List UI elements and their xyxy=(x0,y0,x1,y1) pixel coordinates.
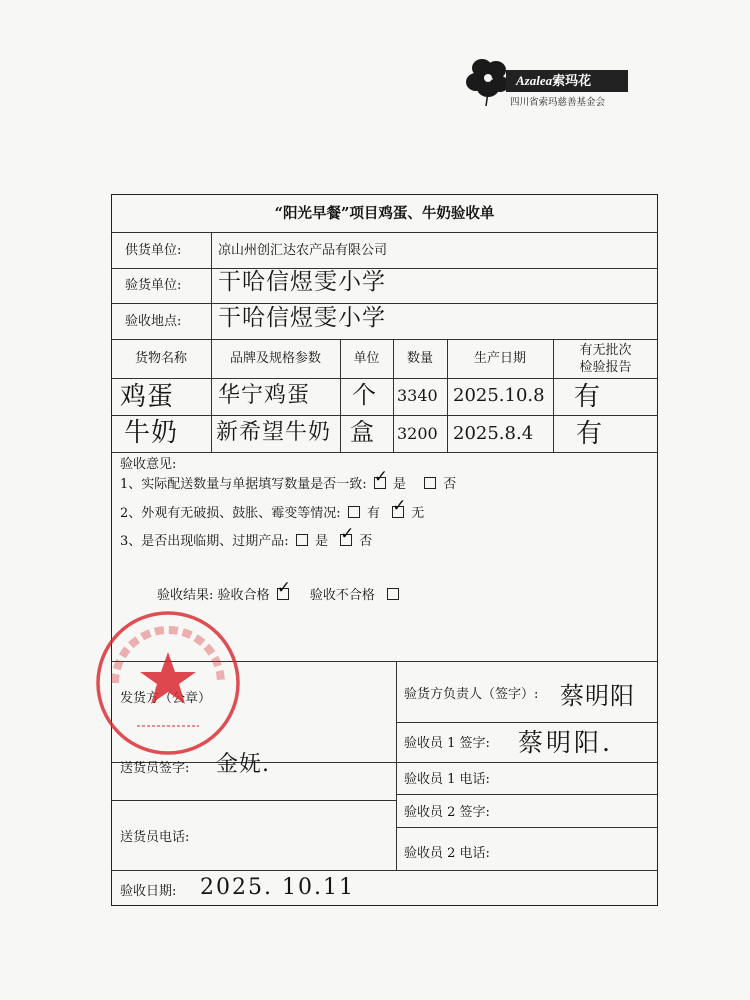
supplier-seal-label: 发货方（公章） xyxy=(120,691,212,706)
q1-yes-checkbox[interactable] xyxy=(373,467,389,489)
company-seal-stamp xyxy=(93,608,243,758)
q3-yes-checkbox[interactable] xyxy=(296,534,308,546)
inspector2-phone-label: 验收员 2 电话: xyxy=(404,846,490,861)
q1-no-label: 否 xyxy=(443,477,457,492)
row2-brand: 新希望牛奶 xyxy=(216,420,332,445)
question-1-text: 1、实际配送数量与单据填写数量是否一致: xyxy=(120,477,367,492)
result-pass-label: 验收合格 xyxy=(217,588,270,603)
question-3 xyxy=(120,524,373,549)
inspector1-sign-label: 验收员 1 签字: xyxy=(404,736,490,751)
result-pass-checkmark: ✓ xyxy=(276,578,291,598)
deliverer-sign-label: 送货员签字: xyxy=(120,761,190,776)
acceptance-date-value: 2025. 10.11 xyxy=(200,875,355,900)
supplier-label: 供货单位: xyxy=(125,243,182,258)
question-1 xyxy=(120,467,457,492)
col-batch-report-2: 检验报告 xyxy=(579,360,632,375)
q1-yes-checkmark: ✓ xyxy=(373,467,389,487)
logo-brand-band xyxy=(506,70,628,92)
result-line xyxy=(157,578,402,603)
question-2 xyxy=(120,496,425,521)
row2-date: 2025.8.4 xyxy=(453,423,534,444)
receiver-value: 干哈信煜雯小学 xyxy=(218,269,386,295)
row1-unit: 个 xyxy=(352,381,377,409)
question-2-text: 2、外观有无破损、鼓胀、霉变等情况: xyxy=(120,506,341,521)
row2-report: 有 xyxy=(576,419,604,449)
row2-goods-name: 牛奶 xyxy=(124,418,179,448)
col-production-date: 生产日期 xyxy=(473,351,526,366)
q3-no-label: 否 xyxy=(359,534,373,549)
receiver-label: 验货单位: xyxy=(125,278,182,293)
location-value: 干哈信煜雯小学 xyxy=(218,305,386,331)
result-fail-checkbox[interactable] xyxy=(387,588,399,600)
inspector-lead-label: 验货方负责人（签字）: xyxy=(404,687,539,702)
q1-no-checkbox[interactable] xyxy=(424,477,436,489)
deliverer-signature: 金妩. xyxy=(216,752,270,777)
foundation-logo xyxy=(462,52,632,108)
row2-unit: 盒 xyxy=(350,418,375,446)
deliverer-phone-label: 送货员电话: xyxy=(120,830,190,845)
q3-yes-label: 是 xyxy=(314,534,328,549)
col-goods-name: 货物名称 xyxy=(134,351,187,366)
inspector2-sign-label: 验收员 2 签字: xyxy=(404,805,490,820)
row1-date: 2025.10.8 xyxy=(453,385,545,406)
form-title: “阳光早餐”项目鸡蛋、牛奶验收单 xyxy=(274,205,495,222)
q2-none-checkmark: ✓ xyxy=(392,496,407,516)
supplier-value: 凉山州创汇达农产品有限公司 xyxy=(218,243,388,258)
inspector-lead-signature: 蔡明阳 xyxy=(560,682,635,710)
inspector1-phone-label: 验收员 1 电话: xyxy=(404,772,490,787)
question-3-text: 3、是否出现临期、过期产品: xyxy=(120,534,289,549)
row1-quantity: 3340 xyxy=(397,386,438,405)
col-unit: 单位 xyxy=(353,351,380,366)
q2-have-label: 有 xyxy=(366,506,380,521)
q1-yes-label: 是 xyxy=(392,477,406,492)
logo-brand-en: Azalea xyxy=(516,73,553,88)
result-fail-label: 验收不合格 xyxy=(309,588,375,603)
row1-goods-name: 鸡蛋 xyxy=(120,382,175,412)
result-pass-checkbox[interactable] xyxy=(276,578,291,600)
row1-brand: 华宁鸡蛋 xyxy=(218,383,311,408)
row1-report: 有 xyxy=(574,382,602,412)
q3-no-checkmark: ✓ xyxy=(340,524,355,544)
row2-quantity: 3200 xyxy=(397,424,438,443)
col-quantity: 数量 xyxy=(406,351,433,366)
q2-have-checkbox[interactable] xyxy=(348,506,360,518)
col-batch-report-1: 有无批次 xyxy=(579,343,632,358)
location-label: 验收地点: xyxy=(125,314,182,329)
opinion-label: 验收意见: xyxy=(120,457,177,472)
inspector1-signature: 蔡明阳. xyxy=(518,728,613,757)
logo-brand-cn: 索玛花 xyxy=(552,74,592,89)
logo-subtitle: 四川省索玛慈善基金会 xyxy=(510,97,606,108)
q2-none-checkbox[interactable] xyxy=(392,496,407,518)
col-brand-spec: 品牌及规格参数 xyxy=(229,351,321,366)
q3-no-checkbox[interactable] xyxy=(340,524,355,546)
acceptance-date-label: 验收日期: xyxy=(120,884,177,899)
result-label: 验收结果: xyxy=(157,588,214,603)
q2-none-label: 无 xyxy=(411,506,425,521)
